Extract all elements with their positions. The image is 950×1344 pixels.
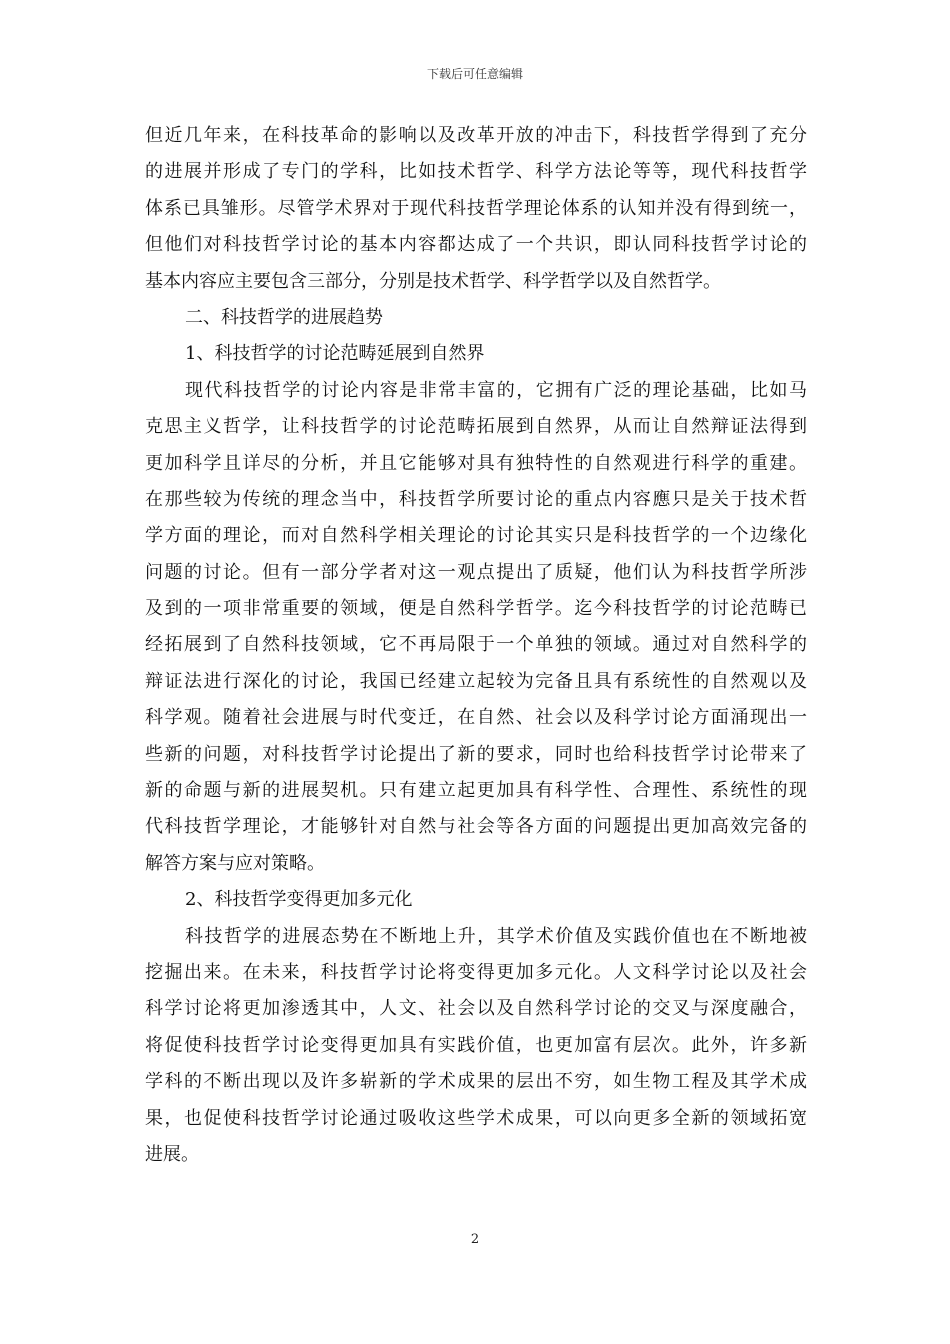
text-line: 科技哲学的进展态势在不断地上升，其学术价值及实践价值也在不断地被 (185, 925, 807, 947)
text-line: 学科的不断出现以及许多崭新的学术成果的层出不穷，如生物工程及其学术成 (145, 1071, 807, 1093)
text-line: 体系已具雏形。尽管学术界对于现代科技哲学理论体系的认知并没有得到统一， (145, 197, 807, 219)
text-line: 挖掘出来。在未来，科技哲学讨论将变得更加多元化。人文科学讨论以及社会 (145, 961, 807, 983)
text-line: 辩证法进行深化的讨论，我国已经建立起较为完备且具有系统性的自然观以及 (145, 670, 807, 692)
text-line: 的进展并形成了专门的学科，比如技术哲学、科学方法论等等，现代科技哲学 (145, 161, 807, 183)
text-line: 基本内容应主要包含三部分，分别是技术哲学、科学哲学以及自然哲学。 (145, 270, 721, 292)
page-number: 2 (470, 1232, 480, 1247)
text-line: 进展。 (145, 1143, 199, 1165)
text-line: 克思主义哲学，让科技哲学的讨论范畴拓展到自然界，从而让自然辩证法得到 (145, 416, 807, 438)
text-line: 但他们对科技哲学讨论的基本内容都达成了一个共识，即认同科技哲学讨论的 (145, 234, 807, 256)
text-line: 代科技哲学理论，才能够针对自然与社会等各方面的问题提出更加高效完备的 (145, 816, 807, 838)
text-line: 但近几年来，在科技革命的影响以及改革开放的冲击下，科技哲学得到了充分 (145, 125, 807, 146)
text-line: 科学讨论将更加渗透其中，人文、社会以及自然科学讨论的交叉与深度融合， (145, 998, 807, 1020)
text-line: 在那些较为传统的理念当中，科技哲学所要讨论的重点内容應只是关于技术哲 (145, 488, 807, 510)
section-heading: 二、科技哲学的进展趋势 (185, 306, 383, 328)
text-line: 经拓展到了自然科技领域，它不再局限于一个单独的领域。通过对自然科学的 (145, 634, 807, 656)
subsection-heading: 2、科技哲学变得更加多元化 (185, 889, 413, 911)
subsection-heading: 1、科技哲学的讨论范畴延展到自然界 (185, 343, 485, 365)
text-line: 学方面的理论，而对自然科学相关理论的讨论其实只是科技哲学的一个边缘化 (145, 525, 807, 547)
text-line: 及到的一项非常重要的领域，便是自然科学哲学。迄今科技哲学的讨论范畴已 (145, 598, 807, 620)
text-line: 解答方案与应对策略。 (145, 852, 325, 874)
text-line: 将促使科技哲学讨论变得更加具有实践价值，也更加富有层次。此外，许多新 (145, 1034, 807, 1056)
document-body (145, 118, 807, 1173)
text-line: 些新的问题，对科技哲学讨论提出了新的要求，同时也给科技哲学讨论带来了 (145, 743, 807, 765)
text-line: 果，也促使科技哲学讨论通过吸收这些学术成果，可以向更多全新的领域拓宽 (145, 1107, 807, 1129)
text-line: 新的命题与新的进展契机。只有建立起更加具有科学性、合理性、系统性的现 (145, 780, 807, 802)
text-line: 科学观。随着社会进展与时代变迁，在自然、社会以及科学讨论方面涌现出一 (145, 707, 807, 729)
text-line: 更加科学且详尽的分析，并且它能够对具有独特性的自然观进行科学的重建。 (145, 452, 807, 474)
page-header: 下载后可任意编辑 (426, 67, 523, 81)
text-line: 问题的讨论。但有一部分学者对这一观点提出了质疑，他们认为科技哲学所涉 (145, 561, 807, 583)
text-line: 现代科技哲学的讨论内容是非常丰富的，它拥有广泛的理论基础，比如马 (185, 379, 807, 401)
